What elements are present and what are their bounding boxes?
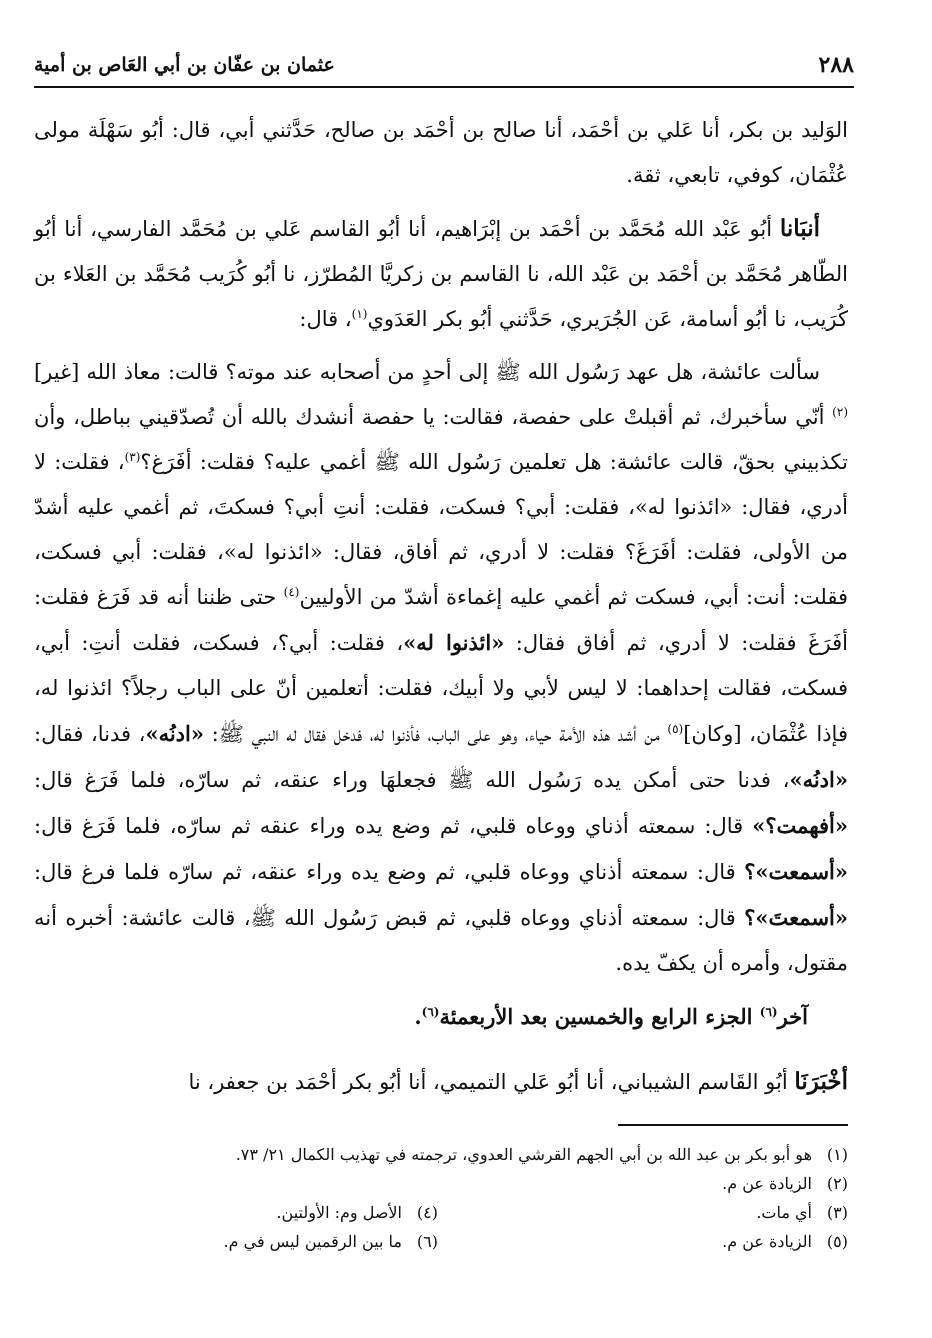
paragraph-3-text-g: ، فدنا، فقال: [34, 722, 146, 746]
paragraph-3-text-d: حتى ظننا أنه قد فَرَغ فقلت: أفَرَغَ فقلت: لا أدري، ثم أفاق فقال: [34, 585, 848, 655]
quote-4: «أفهمت؟» [752, 813, 848, 838]
running-title: عثمان بن عفّان بن أبي العَاص بن أمية [34, 54, 335, 76]
footnote-5-number: (٥) [826, 1232, 848, 1251]
footnote-5 [438, 1227, 848, 1256]
footnote-ref-3: (٣) [124, 450, 141, 464]
quote-3: «ادنُه» [789, 767, 848, 792]
isnad-lead-word: أنبَانا [779, 215, 820, 242]
paragraph-3-text-h: ، فدنا حتى أمكن يده رَسُول الله ﷺ فجعلهَا وراء عنقه، ثم سارّه، فلما فَرَغ قال: [34, 768, 790, 792]
footnote-ref-4: (٤) [283, 585, 300, 599]
footnote-row-3-4 [34, 1198, 848, 1227]
paragraph-2-text-b: ، قال: [299, 307, 352, 331]
paragraph-3-text-b: أنّي سأخبرك، ثم أقبلتْ على حفصة، فقالت: يا حفصة أنشدك بالله أن تُصدّقيني بباطل، وأن تكذبيني بحقّ، قالت عائشة: هل تعلمين رَسُول الله ﷺ أغمي عليه؟ فقلت: أفَرَغ؟ [34, 405, 848, 474]
footnote-4-number: (٤) [416, 1203, 438, 1222]
part-end-line [34, 994, 848, 1039]
paragraph-2-text-a: أبُو عَبْد الله مُحَمَّد بن أحْمَد بن إبْرَاهيم، أنا أبُو القاسم عَلي بن مُحَمَّد الفارسي، أنا أبُو الطّاهر مُحَمَّد بن أحْمَد بن عَبْد الله، نا القاسم بن زكريَّا المُطرّز، نا أبُو كُرَيب مُحَمَّد بن العَلاء بن كُرَيب، نا أبُو أسامة، عَن الجُرَيري، حَدَّثني أبُو بكر العَدَوي [34, 217, 848, 331]
footnote-row-5-6 [34, 1227, 848, 1256]
paragraph-4 [34, 1059, 848, 1105]
paragraph-3-text-e: ، فقلت: أبي؟، فسكت، فقلت أنتِ: أبي، فسكت، فقالت إحداهما: لا ليس لأبي ولا أبيك، فقلت: أتعلمين أنّ على الباب رجلاً؟ ائذنوا له، فإذا عُثْمَان، [وكان] [34, 631, 848, 746]
footnote-ref-1: (١) [351, 307, 368, 321]
main-text [34, 108, 848, 1113]
paragraph-3 [34, 350, 848, 986]
footnote-3 [438, 1198, 848, 1227]
paragraph-2 [34, 206, 848, 342]
footnote-ref-5: (٥) [667, 722, 684, 736]
quote-1: «ائذنوا له» [403, 630, 505, 655]
footnote-ref-2: (٢) [832, 405, 848, 419]
footnote-ref-6a: (٦) [759, 1005, 778, 1019]
footnote-6-text: ما بين الرقمين ليس في م. [223, 1232, 402, 1251]
footnote-2-text: الزيادة عن م. [722, 1174, 812, 1193]
footnote-2-number: (٢) [826, 1174, 848, 1193]
paragraph-3-text-c: ، فقلت: لا أدري، فقال: «ائذنوا له»، فقلت: أبي؟ فسكت، فقلت: أنتِ أبي؟ فسكتَ، ثم أغمي عليه أشدّ من الأولى، فقلت: أفَرَغَ؟ فقلت: لا أدري، ثم أفاق، فقال: «ائذنوا له»، فقلت: أبي فسكت، فقلت: أنت: أبي، فسكت ثم أغمي عليه إغماءة أشدّ من الأوليين [34, 450, 848, 609]
footnote-3-text: أي مات. [756, 1203, 812, 1222]
quote-6: «أسمعتَ»؟ [744, 905, 848, 930]
part-end-text-a: آخر [777, 1004, 808, 1029]
page-header [34, 52, 854, 88]
footnote-6 [224, 1227, 438, 1256]
footnote-1-number: (١) [826, 1145, 848, 1164]
paragraph-1-text: الوَليد بن بكر، أنا عَلي بن أحْمَد، أنا صالح بن أحْمَد بن صالح، حَدَّثني أبي، قال: أبُو سَهْلَة مولى عُثْمَان، كوفي، تابعي، ثقة. [34, 118, 848, 187]
paragraph-1 [34, 108, 848, 198]
paragraph-3-text-a: سألت عائشة، هل عهد رَسُول الله ﷺ إلى أحدٍ من أصحابه عند موته؟ قالت: معاذ الله [غير] [34, 360, 820, 384]
footnote-separator [618, 1124, 848, 1126]
part-end-text-c: . [414, 1004, 422, 1029]
footnote-4 [276, 1198, 438, 1227]
footnote-1-text: هو أبو بكر بن عبد الله بن أبي الجهم القرشي العدوي، ترجمته في تهذيب الكمال ٢١/ ٧٣. [235, 1145, 812, 1164]
page-number: ٢٨٨ [818, 52, 854, 78]
footnote-ref-6b: (٦) [421, 1005, 440, 1019]
isnad-lead-word-2: أخْبَرَنَا [794, 1068, 848, 1095]
footnote-6-number: (٦) [416, 1232, 438, 1251]
quote-2: «ادنُه» [145, 721, 204, 746]
footnote-2 [34, 1169, 848, 1198]
paragraph-3-text-j: قال: سمعته أذناي ووعاه قلبي، ثم وضع يده وراء عنقه، ثم سارّه فلما فرغ قال: [34, 860, 745, 884]
quote-5: «أسمعت»؟ [744, 859, 848, 884]
paragraph-3-text-f: من أشد هذه الأمة حياء، وهو على الباب، فأذنوا له، فدخل فقال له النبي ﷺ: [204, 722, 668, 746]
footnote-4-text: الأصل وم: الأولتين. [276, 1203, 402, 1222]
part-end-text-b: الجزء الرابع والخمسين بعد الأربعمئة [439, 1004, 760, 1029]
paragraph-3-text-k: قال: سمعته أذناي ووعاه قلبي، ثم قبض رَسُول الله ﷺ، قالت عائشة: أخبره أنه مقتول، وأمره أن يكفّ يده. [34, 906, 848, 975]
footnotes [34, 1140, 848, 1256]
paragraph-3-text-i: قال: سمعته أذناي ووعاه قلبي، ثم وضع يده وراء عنقه ثم سارّه، فلما فَرَغ قال: [34, 814, 753, 838]
footnote-3-number: (٣) [826, 1203, 848, 1222]
paragraph-4-text: أبُو القَاسم الشيباني، أنا أبُو عَلي التميمي، أنا أبُو بكر أحْمَد بن جعفر، نا [188, 1070, 795, 1094]
footnote-5-text: الزيادة عن م. [722, 1232, 812, 1251]
footnote-1 [34, 1140, 848, 1169]
